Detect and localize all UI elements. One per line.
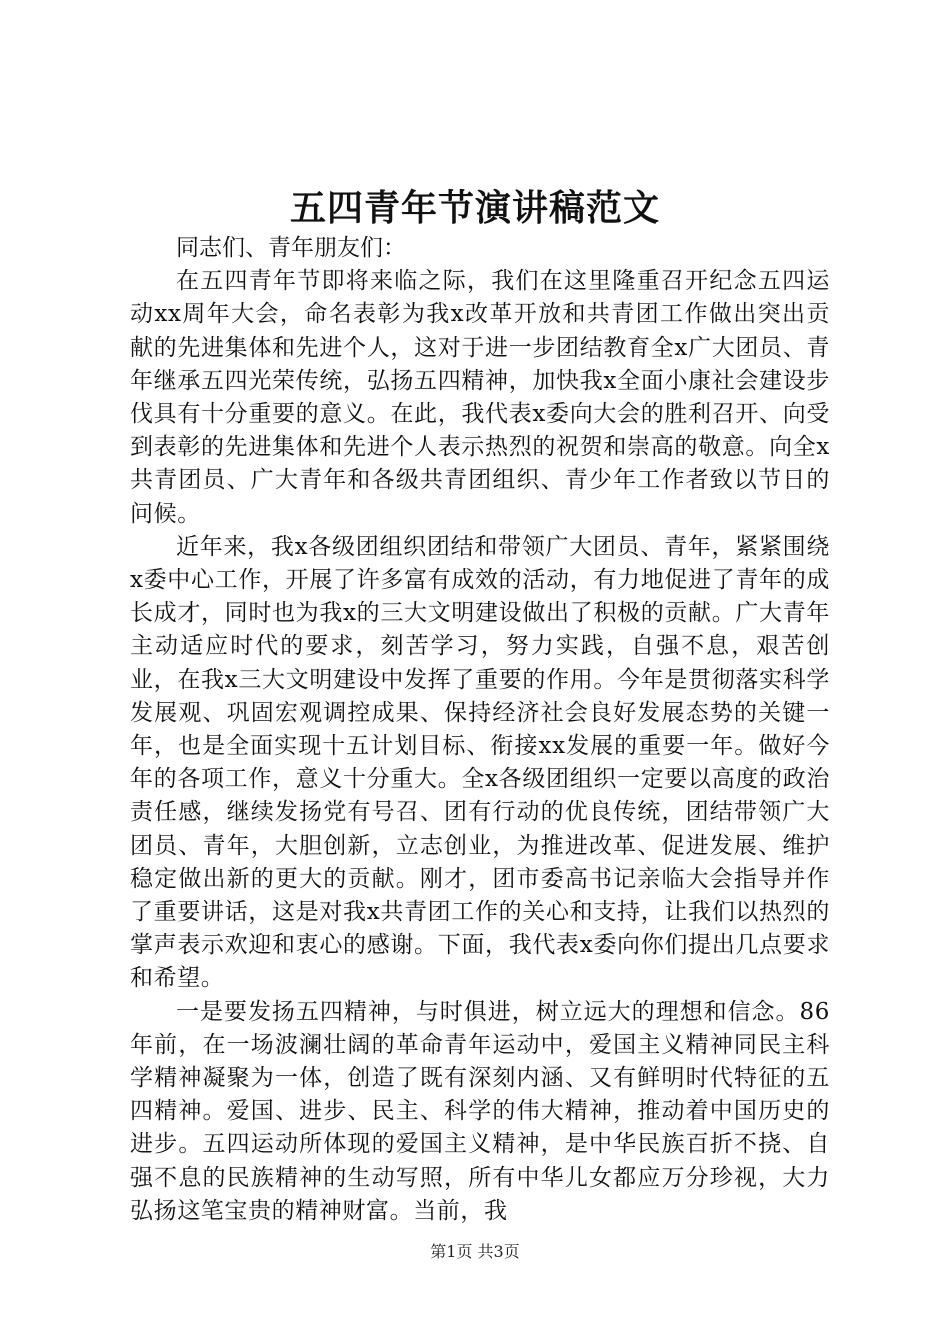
paragraph-2: 近年来，我x各级团组织团结和带领广大团员、青年，紧紧围绕x委中心工作，开展了许多富有成效的活动，有力地促进了青年的成长成才，同时也为我x的三大文明建设做出了积极的贡献。广大青年主动适应时代的要求，刻苦学习，努力实践，自强不息，艰苦创业，在我x三大文明建设中发挥了重要的作用。今年是贯彻落实科学发展观、巩固宏观调控成果、保持经济社会良好发展态势的关键一年，也是全面实现十五计划目标、衔接xx发展的重要一年。做好今年的各项工作，意义十分重大。全x各级团组织一定要以高度的政治责任感，继续发扬党有号召、团有行动的优良传统，团结带领广大团员、青年，大胆创新，立志创业，为推进改革、促进发展、维护稳定做出新的更大的贡献。刚才，团市委高书记亲临大会指导并作了重要讲话，这是对我x共青团工作的关心和支持，让我们以热烈的掌声表示欢迎和衷心的感谢。下面，我代表x委向你们提出几点要求和希望。 bbox=[130, 533, 830, 992]
document-body bbox=[130, 232, 830, 1228]
page-number-footer: 第1页 共3页 bbox=[430, 1242, 520, 1261]
document-title: 五四青年节演讲稿范文 bbox=[289, 187, 660, 229]
paragraph-3: 一是要发扬五四精神，与时俱进，树立远大的理想和信念。86年前，在一场波澜壮阔的革命青年运动中，爱国主义精神同民主科学精神凝聚为一体，创造了既有深刻内涵、又有鲜明时代特征的五四精神。爱国、进步、民主、科学的伟大精神，推动着中国历史的进步。五四运动所体现的爱国主义精神，是中华民族百折不挠、自强不息的民族精神的生动写照，所有中华儿女都应万分珍视，大力弘扬这笔宝贵的精神财富。当前，我 bbox=[130, 998, 830, 1224]
salutation: 同志们、青年朋友们： bbox=[176, 235, 406, 261]
paragraph-1: 在五四青年节即将来临之际，我们在这里隆重召开纪念五四运动xx周年大会，命名表彰为我x改革开放和共青团工作做出突出贡献的先进集体和先进个人，这对于进一步团结教育全x广大团员、青年继承五四光荣传统，弘扬五四精神，加快我x全面小康社会建设步伐具有十分重要的意义。在此，我代表x委向大会的胜利召开、向受到表彰的先进集体和先进个人表示热烈的祝贺和崇高的敬意。向全x共青团员、广大青年和各级共青团组织、青少年工作者致以节日的问候。 bbox=[130, 268, 830, 527]
